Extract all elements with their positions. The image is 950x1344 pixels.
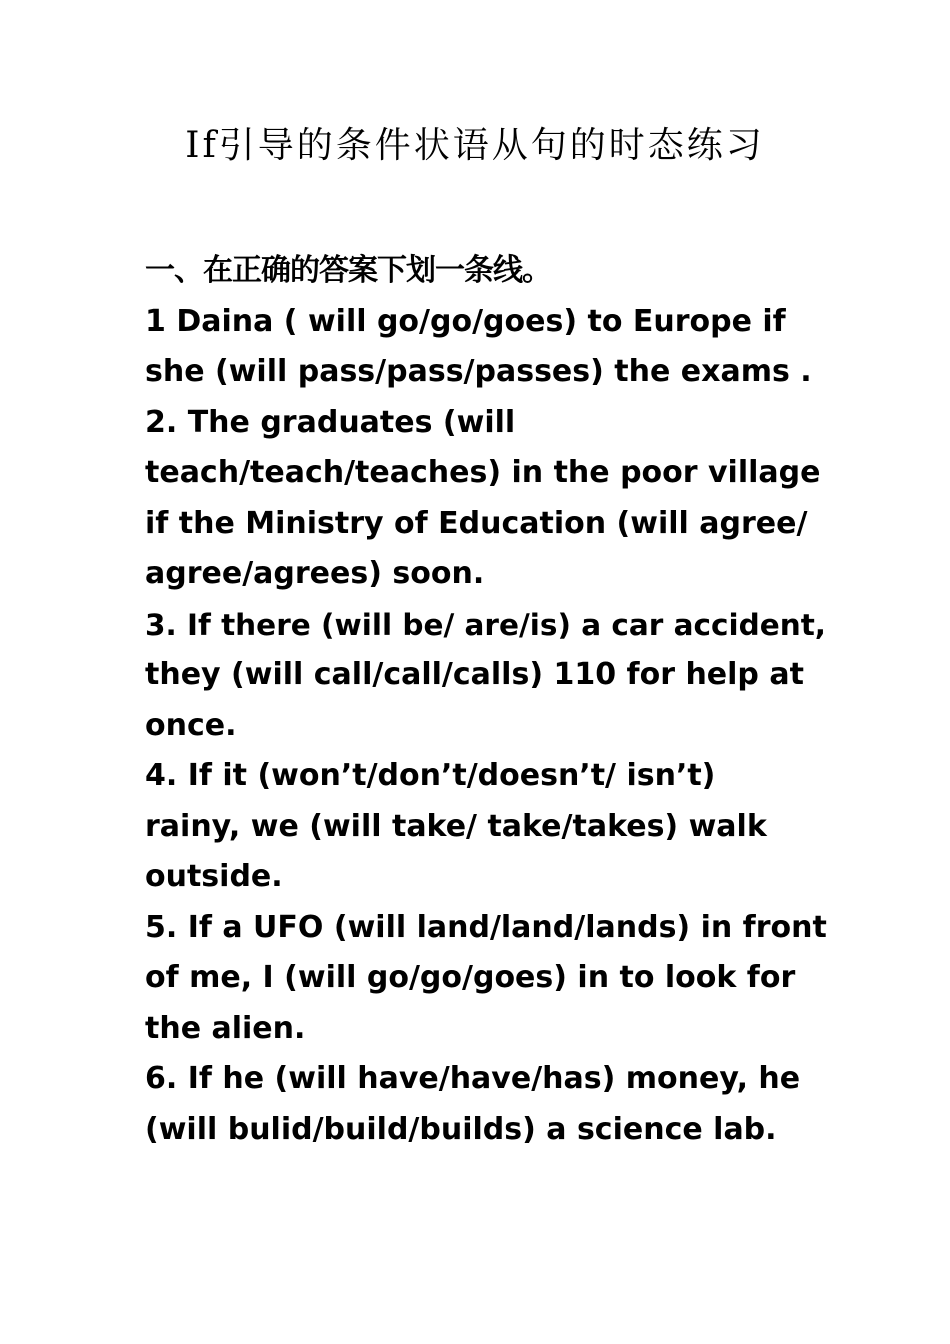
document-title: If引导的条件状语从句的时态练习 (185, 125, 765, 166)
exercise-line-3: 2. The graduates (will (145, 404, 516, 440)
exercise-body (145, 246, 827, 1155)
exercise-line-2: she (will pass/pass/passes) the exams . (145, 354, 812, 389)
exercise-line-1: 1 Daina ( will go/go/goes) to Europe if (145, 303, 786, 339)
exercise-line-5: if the Ministry of Education (will agree/ (145, 505, 808, 541)
exercise-line-12: outside. (145, 859, 283, 894)
exercise-line-9: once. (145, 707, 237, 743)
exercise-line-17: (will bulid/build/builds) a science lab. (145, 1111, 777, 1147)
exercise-line-8: they (will call/call/calls) 110 for help at (145, 657, 804, 692)
exercise-line-16: 6. If he (will have/have/has) money, he (145, 1061, 801, 1096)
exercise-line-15: the alien. (145, 1010, 306, 1046)
exercise-line-11: rainy, we (will take/ take/takes) walk (145, 808, 767, 844)
exercise-line-14: of me, I (will go/go/goes) in to look for (145, 960, 796, 995)
exercise-line-13: 5. If a UFO (will land/land/lands) in front (145, 909, 827, 945)
exercise-line-4: teach/teach/teaches) in the poor village (145, 455, 821, 490)
exercise-line-6: agree/agrees) soon. (145, 556, 485, 591)
exercise-line-7: 3. If there (will be/ are/is) a car accident, (145, 607, 827, 642)
exercise-line-10: 4. If it (won’t/don’t/doesn’t/ isn’t) (145, 758, 716, 793)
section-heading: 一、在正确的答案下划一条线。 (145, 253, 551, 288)
